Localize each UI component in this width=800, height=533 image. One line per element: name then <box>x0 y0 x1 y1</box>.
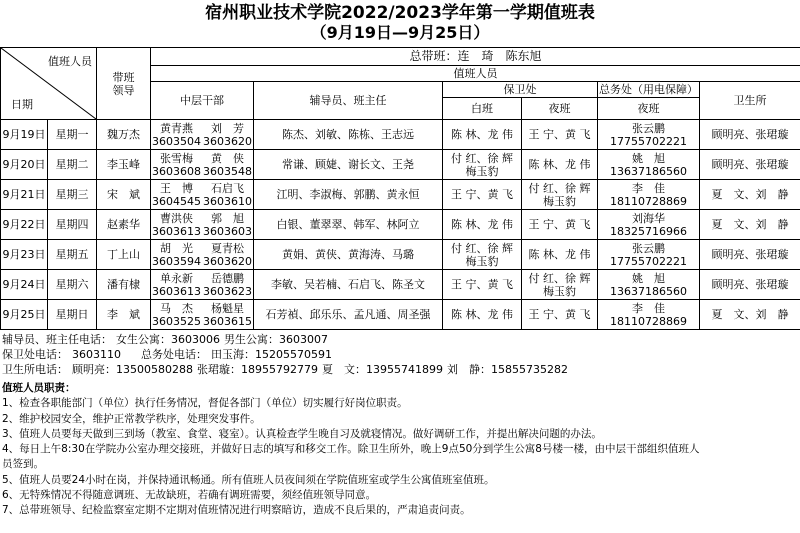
security-header: 保卫处 <box>443 82 598 98</box>
cadre-header: 中层干部 <box>151 82 254 120</box>
counselor-cell: 常谦、顾婕、谢长文、王尧 <box>254 150 443 180</box>
date-cell: 9月23日 <box>1 240 48 270</box>
contact-label: 总务处电话： <box>141 348 207 361</box>
contact-label: 辅导员、班主任电话： <box>2 333 112 346</box>
weekday-cell: 星期二 <box>48 150 97 180</box>
logistics-phone: 18110728869 <box>610 314 687 328</box>
contact-label: 保卫处电话： <box>2 348 68 361</box>
cadre-name: 黄 侠 <box>211 151 244 165</box>
table-row <box>1 270 800 300</box>
weekday-cell: 星期四 <box>48 210 97 240</box>
contact-value: 田玉海：15205570591 <box>211 348 332 361</box>
logistics-cell <box>598 120 700 150</box>
security-day-cell: 王 宁、黄 飞 <box>443 270 522 300</box>
table-row <box>1 210 800 240</box>
contact-value: 男生公寓：3603007 <box>224 333 328 346</box>
clinic-cell: 顾明亮、张珺璇 <box>700 240 800 270</box>
counselor-cell: 陈杰、刘敏、陈栋、王志远 <box>254 120 443 150</box>
clinic-header: 卫生所 <box>700 82 800 120</box>
cadre-cell <box>151 150 254 180</box>
security-day-cell: 付 红、徐 辉 梅玉豹 <box>443 150 522 180</box>
duty-item: 4、每日上午8:30在学院办公室办理交接班，并做好日志的填写和移交工作。除卫生所外，晚上9点50分到学生公寓8号楼一楼，由中层干部组织值班人 <box>2 443 700 456</box>
duty-staff-header: 值班人员 <box>151 66 800 82</box>
security-night-cell: 王 宁、黄 飞 <box>522 120 598 150</box>
cadre-phone: 3603623 <box>203 284 252 298</box>
leader-cell: 李玉峰 <box>97 150 151 180</box>
weekday-cell: 星期日 <box>48 300 97 330</box>
weekday-cell: 星期五 <box>48 240 97 270</box>
cadre-name: 黄青燕 <box>160 121 193 135</box>
clinic-cell: 夏 文、刘 静 <box>700 180 800 210</box>
cadre-phone: 3603608 <box>152 164 201 178</box>
cadre-phone: 3603525 <box>152 314 201 328</box>
counselor-cell: 江明、李淑梅、郭鹏、黄永恒 <box>254 180 443 210</box>
cadre-phone: 3603613 <box>152 284 201 298</box>
general-duty: 总带班：连 琦 陈东旭 <box>151 48 800 66</box>
contact-value: 女生公寓：3603006 <box>116 333 220 346</box>
cadre-cell <box>151 270 254 300</box>
logistics-phone: 13637186560 <box>610 164 687 178</box>
table-row <box>1 180 800 210</box>
corner-bottom-label: 日期 <box>11 98 33 111</box>
cadre-phone: 3603594 <box>152 254 201 268</box>
logistics-cell <box>598 150 700 180</box>
duty-item: 员签到。 <box>2 458 44 471</box>
contact-value: 张珺璇：18955792779 <box>196 363 318 376</box>
security-night-cell: 王 宁、黄 飞 <box>522 300 598 330</box>
logistics-phone: 17755702221 <box>610 254 687 268</box>
security-day-cell: 陈 林、龙 伟 <box>443 300 522 330</box>
leader-cell: 魏万杰 <box>97 120 151 150</box>
logistics-cell <box>598 180 700 210</box>
cadre-name: 杨魁星 <box>211 301 244 315</box>
counselor-cell: 黄娟、黄侠、黄海涛、马璐 <box>254 240 443 270</box>
cadre-phone: 3603620 <box>203 254 252 268</box>
duty-item: 6、无特殊情况不得随意调班、无故缺班，若确有调班需要，须经值班领导同意。 <box>2 489 377 502</box>
duty-item: 1、检查各职能部门（单位）执行任务情况，督促各部门（单位）切实履行好岗位职责。 <box>2 397 408 410</box>
security-night-cell: 陈 林、龙 伟 <box>522 240 598 270</box>
clinic-cell: 夏 文、刘 静 <box>700 300 800 330</box>
leader-header: 带班领导 <box>97 48 151 120</box>
security-day-cell: 陈 林、龙 伟 <box>443 120 522 150</box>
counselor-header: 辅导员、班主任 <box>254 82 443 120</box>
logistics-night-header: 夜班 <box>598 98 700 120</box>
contact-line-2 <box>2 348 336 362</box>
counselor-cell: 李敏、吴若楠、石启飞、陈圣文 <box>254 270 443 300</box>
duties-title: 值班人员职责： <box>2 382 76 394</box>
security-night-cell: 付 红、徐 辉 梅玉豹 <box>522 180 598 210</box>
duty-item: 3、值班人员要每天做到三到场（教室、食堂、寝室）。认真检查学生晚自习及就寝情况。做好调研工作，并提出解决问题的办法。 <box>2 427 602 440</box>
clinic-cell: 顾明亮、张珺璇 <box>700 150 800 180</box>
clinic-cell: 夏 文、刘 静 <box>700 210 800 240</box>
cadre-cell <box>151 120 254 150</box>
logistics-phone: 18325716966 <box>610 224 687 238</box>
security-day-cell: 付 红、徐 辉 梅玉豹 <box>443 240 522 270</box>
date-cell: 9月22日 <box>1 210 48 240</box>
clinic-cell: 顾明亮、张珺璇 <box>700 270 800 300</box>
logistics-name: 张云鹏 <box>632 241 665 255</box>
cadre-name: 单永新 <box>160 271 193 285</box>
security-day-cell: 王 宁、黄 飞 <box>443 180 522 210</box>
cadre-name: 胡 光 <box>160 241 193 255</box>
cadre-name: 郭 旭 <box>211 211 244 225</box>
duty-item: 7、总带班领导、纪检监察室定期不定期对值班情况进行明察暗访，造成不良后果的，严肃追责问责。 <box>2 504 471 517</box>
logistics-phone: 18110728869 <box>610 194 687 208</box>
cadre-phone: 3603548 <box>203 164 252 178</box>
table-row <box>1 240 800 270</box>
logistics-cell <box>598 300 700 330</box>
cadre-cell <box>151 240 254 270</box>
date-cell: 9月24日 <box>1 270 48 300</box>
contact-line-1 <box>2 333 332 347</box>
cadre-phone: 3603504 <box>152 134 201 148</box>
table-row <box>1 300 800 330</box>
cadre-phone: 3603620 <box>203 134 252 148</box>
cadre-name: 曹洪侠 <box>160 211 193 225</box>
cadre-phone: 3603613 <box>152 224 201 238</box>
logistics-header: 总务处（用电保障） <box>599 83 698 96</box>
logistics-name: 李 佳 <box>632 301 665 315</box>
night-shift-header: 夜班 <box>522 98 598 120</box>
security-night-cell: 陈 林、龙 伟 <box>522 150 598 180</box>
contact-value: 顾明亮：13500580288 <box>72 363 193 376</box>
clinic-cell: 顾明亮、张珺璇 <box>700 120 800 150</box>
cadre-phone: 3603610 <box>203 194 252 208</box>
duty-item: 2、维护校园安全，维护正常教学秩序，处理突发事件。 <box>2 412 261 425</box>
logistics-name: 李 佳 <box>632 181 665 195</box>
security-night-cell: 付 红、徐 辉 梅玉豹 <box>522 270 598 300</box>
day-shift-header: 白班 <box>443 98 522 120</box>
logistics-phone: 13637186560 <box>610 284 687 298</box>
date-cell: 9月21日 <box>1 180 48 210</box>
cadre-cell <box>151 180 254 210</box>
date-cell: 9月20日 <box>1 150 48 180</box>
cadre-name: 刘 芳 <box>211 121 244 135</box>
leader-cell: 赵素华 <box>97 210 151 240</box>
logistics-name: 姚 旭 <box>632 151 665 165</box>
cadre-phone: 3603615 <box>203 314 252 328</box>
weekday-cell: 星期一 <box>48 120 97 150</box>
weekday-cell: 星期三 <box>48 180 97 210</box>
leader-cell: 潘有棣 <box>97 270 151 300</box>
corner-cell <box>1 48 97 120</box>
date-cell: 9月25日 <box>1 300 48 330</box>
page-subtitle: （9月19日—9月25日） <box>310 23 490 42</box>
contact-label: 卫生所电话： <box>2 363 68 376</box>
corner-top-label: 值班人员 <box>48 55 92 68</box>
contact-value: 刘 静：15855735282 <box>446 363 568 376</box>
counselor-cell: 石芳禎、邱乐乐、孟凡通、周圣强 <box>254 300 443 330</box>
security-night-cell: 王 宁、黄 飞 <box>522 210 598 240</box>
counselor-cell: 白银、董翠翠、韩军、林阿立 <box>254 210 443 240</box>
logistics-cell <box>598 210 700 240</box>
cadre-name: 马 杰 <box>160 301 193 315</box>
duties-section <box>2 381 798 519</box>
contact-value: 夏 文：13955741899 <box>321 363 443 376</box>
cadre-phone: 3604545 <box>152 194 201 208</box>
logistics-phone: 17755702221 <box>610 134 687 148</box>
cadre-name: 王 博 <box>160 181 193 195</box>
contact-value: 3603110 <box>72 348 121 361</box>
logistics-name: 张云鹏 <box>632 121 665 135</box>
weekday-cell: 星期六 <box>48 270 97 300</box>
table-row <box>1 150 800 180</box>
cadre-cell <box>151 300 254 330</box>
logistics-name: 姚 旭 <box>632 271 665 285</box>
leader-cell: 李 斌 <box>97 300 151 330</box>
date-cell: 9月19日 <box>1 120 48 150</box>
security-day-cell: 陈 林、龙 伟 <box>443 210 522 240</box>
logistics-cell <box>598 240 700 270</box>
leader-cell: 丁上山 <box>97 240 151 270</box>
page-title: 宿州职业技术学院2022/2023学年第一学期值班表 <box>205 3 595 23</box>
cadre-phone: 3603603 <box>203 224 252 238</box>
contact-line-3 <box>2 363 572 377</box>
cadre-name: 夏青松 <box>211 241 244 255</box>
leader-cell: 宋 斌 <box>97 180 151 210</box>
cadre-name: 石启飞 <box>211 181 244 195</box>
cadre-name: 岳德鹏 <box>211 271 244 285</box>
cadre-name: 张雪梅 <box>160 151 193 165</box>
cadre-cell <box>151 210 254 240</box>
duty-item: 5、值班人员要24小时在岗，并保持通讯畅通。所有值班人员夜间须在学院值班室或学生公寓值班室值班。 <box>2 473 495 486</box>
table-row <box>1 120 800 150</box>
duty-table <box>0 47 800 330</box>
logistics-cell <box>598 270 700 300</box>
logistics-name: 刘海华 <box>632 211 665 225</box>
